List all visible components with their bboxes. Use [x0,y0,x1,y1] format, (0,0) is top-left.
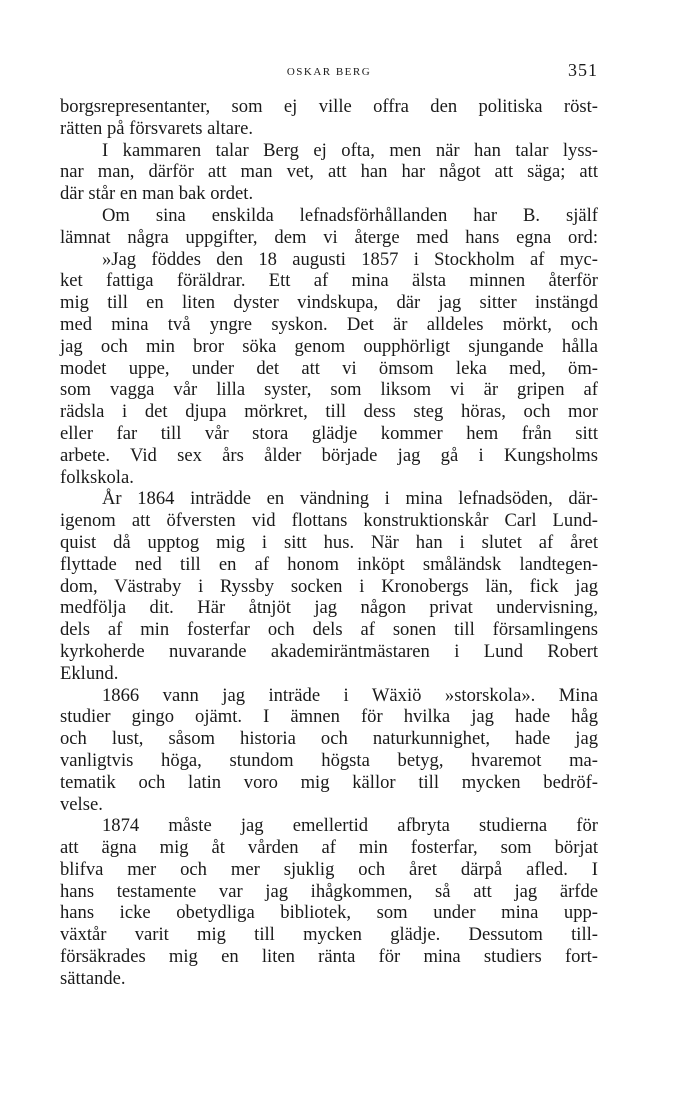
text-line: igenom att öfversten vid flottans konstruktionskår Carl Lund- [60,510,598,532]
text-line: där står en man bak ordet. [60,183,254,205]
text-line: försäkrades mig en liten ränta för mina studiers fort- [60,946,598,968]
text-line: som vagga vår lilla syster, som liksom vi är gripen af [60,379,598,401]
text-line: och lust, såsom historia och naturkunnighet, hade jag [60,728,598,750]
text-line: borgsrepresentanter, som ej ville offra den politiska röst- [60,96,598,117]
page-number: 351 [568,60,598,80]
running-title: OSKAR BERG [286,66,372,78]
text-line: Om sina enskilda lefnadsförhållanden har B. själf [102,204,598,226]
text-line: arbete. Vid sex års ålder började jag gå i Kungsholms [60,444,598,466]
text-line: hans icke obetydliga bibliotek, som under mina upp- [60,902,598,924]
text-line: dels af min fosterfar och dels af sonen till församlingens [60,619,598,641]
text-line: medfölja dit. Här åtnjöt jag någon privat undervisning, [60,597,598,619]
text-line: studier gingo ojämt. I ämnen för hvilka jag hade håg [60,706,598,728]
text-line: Eklund. [60,662,119,684]
running-header [60,60,598,96]
text-line: sättande. [60,967,126,989]
text-line: rätten på försvarets altare. [60,117,254,139]
text-line: att ägna mig åt vården af min fosterfar, som börjat [60,837,598,859]
text-line: vanligtvis höga, stundom högsta betyg, hvaremot ma- [60,749,598,771]
text-line: quist då upptog mig i sitt hus. När han i slutet af året [60,531,598,553]
text-line: 1874 måste jag emellertid afbryta studierna för [102,815,598,837]
book-page [60,60,598,990]
text-line: nar man, därför att man vet, att han har något att säga; att [60,161,598,183]
text-line: tematik och latin voro mig källor till mycken bedröf- [60,771,598,793]
text-line: rädsla i det djupa mörkret, till dess steg höras, och mor [60,401,598,423]
text-line: folkskola. [60,466,134,488]
text-line: växtår varit mig till mycken glädje. Dessutom till- [60,924,598,946]
text-line: eller far till vår stora glädje kommer hem från sitt [60,422,598,444]
text-line: ket fattiga föräldrar. Ett af mina älsta minnen återför [60,270,598,292]
text-line: mig till en liten dyster vindskupa, där jag sitter instängd [60,292,598,314]
text-line: hans testamente var jag ihågkommen, så att jag ärfde [60,880,598,902]
text-line: »Jag föddes den 18 augusti 1857 i Stockholm af myc- [102,248,598,270]
text-line: I kammaren talar Berg ej ofta, men när han talar lyss- [102,139,598,161]
text-line: velse. [60,793,103,815]
text-line: lämnat några uppgifter, dem vi återge med hans egna ord: [60,226,598,248]
text-line: kyrkoherde nuvarande akademiräntmästaren i Lund Robert [60,640,598,662]
text-line: flyttade ned till en af honom inköpt småländsk landtegen- [60,553,598,575]
text-line: blifva mer och mer sjuklig och året därpå afled. I [60,858,598,880]
body-text [60,96,598,990]
text-line: dom, Västraby i Ryssby socken i Kronobergs län, fick jag [60,575,598,597]
text-line: modet uppe, under det att vi ömsom leka med, öm- [60,357,598,379]
text-line: med mina två yngre syskon. Det är alldeles mörkt, och [60,313,598,335]
text-line: År 1864 inträdde en vändning i mina lefnadsöden, där- [102,488,598,510]
text-line: 1866 vann jag inträde i Wäxiö »storskola». Mina [102,684,598,706]
text-line: jag och min bror söka genom oupphörligt sjungande hålla [60,335,598,357]
